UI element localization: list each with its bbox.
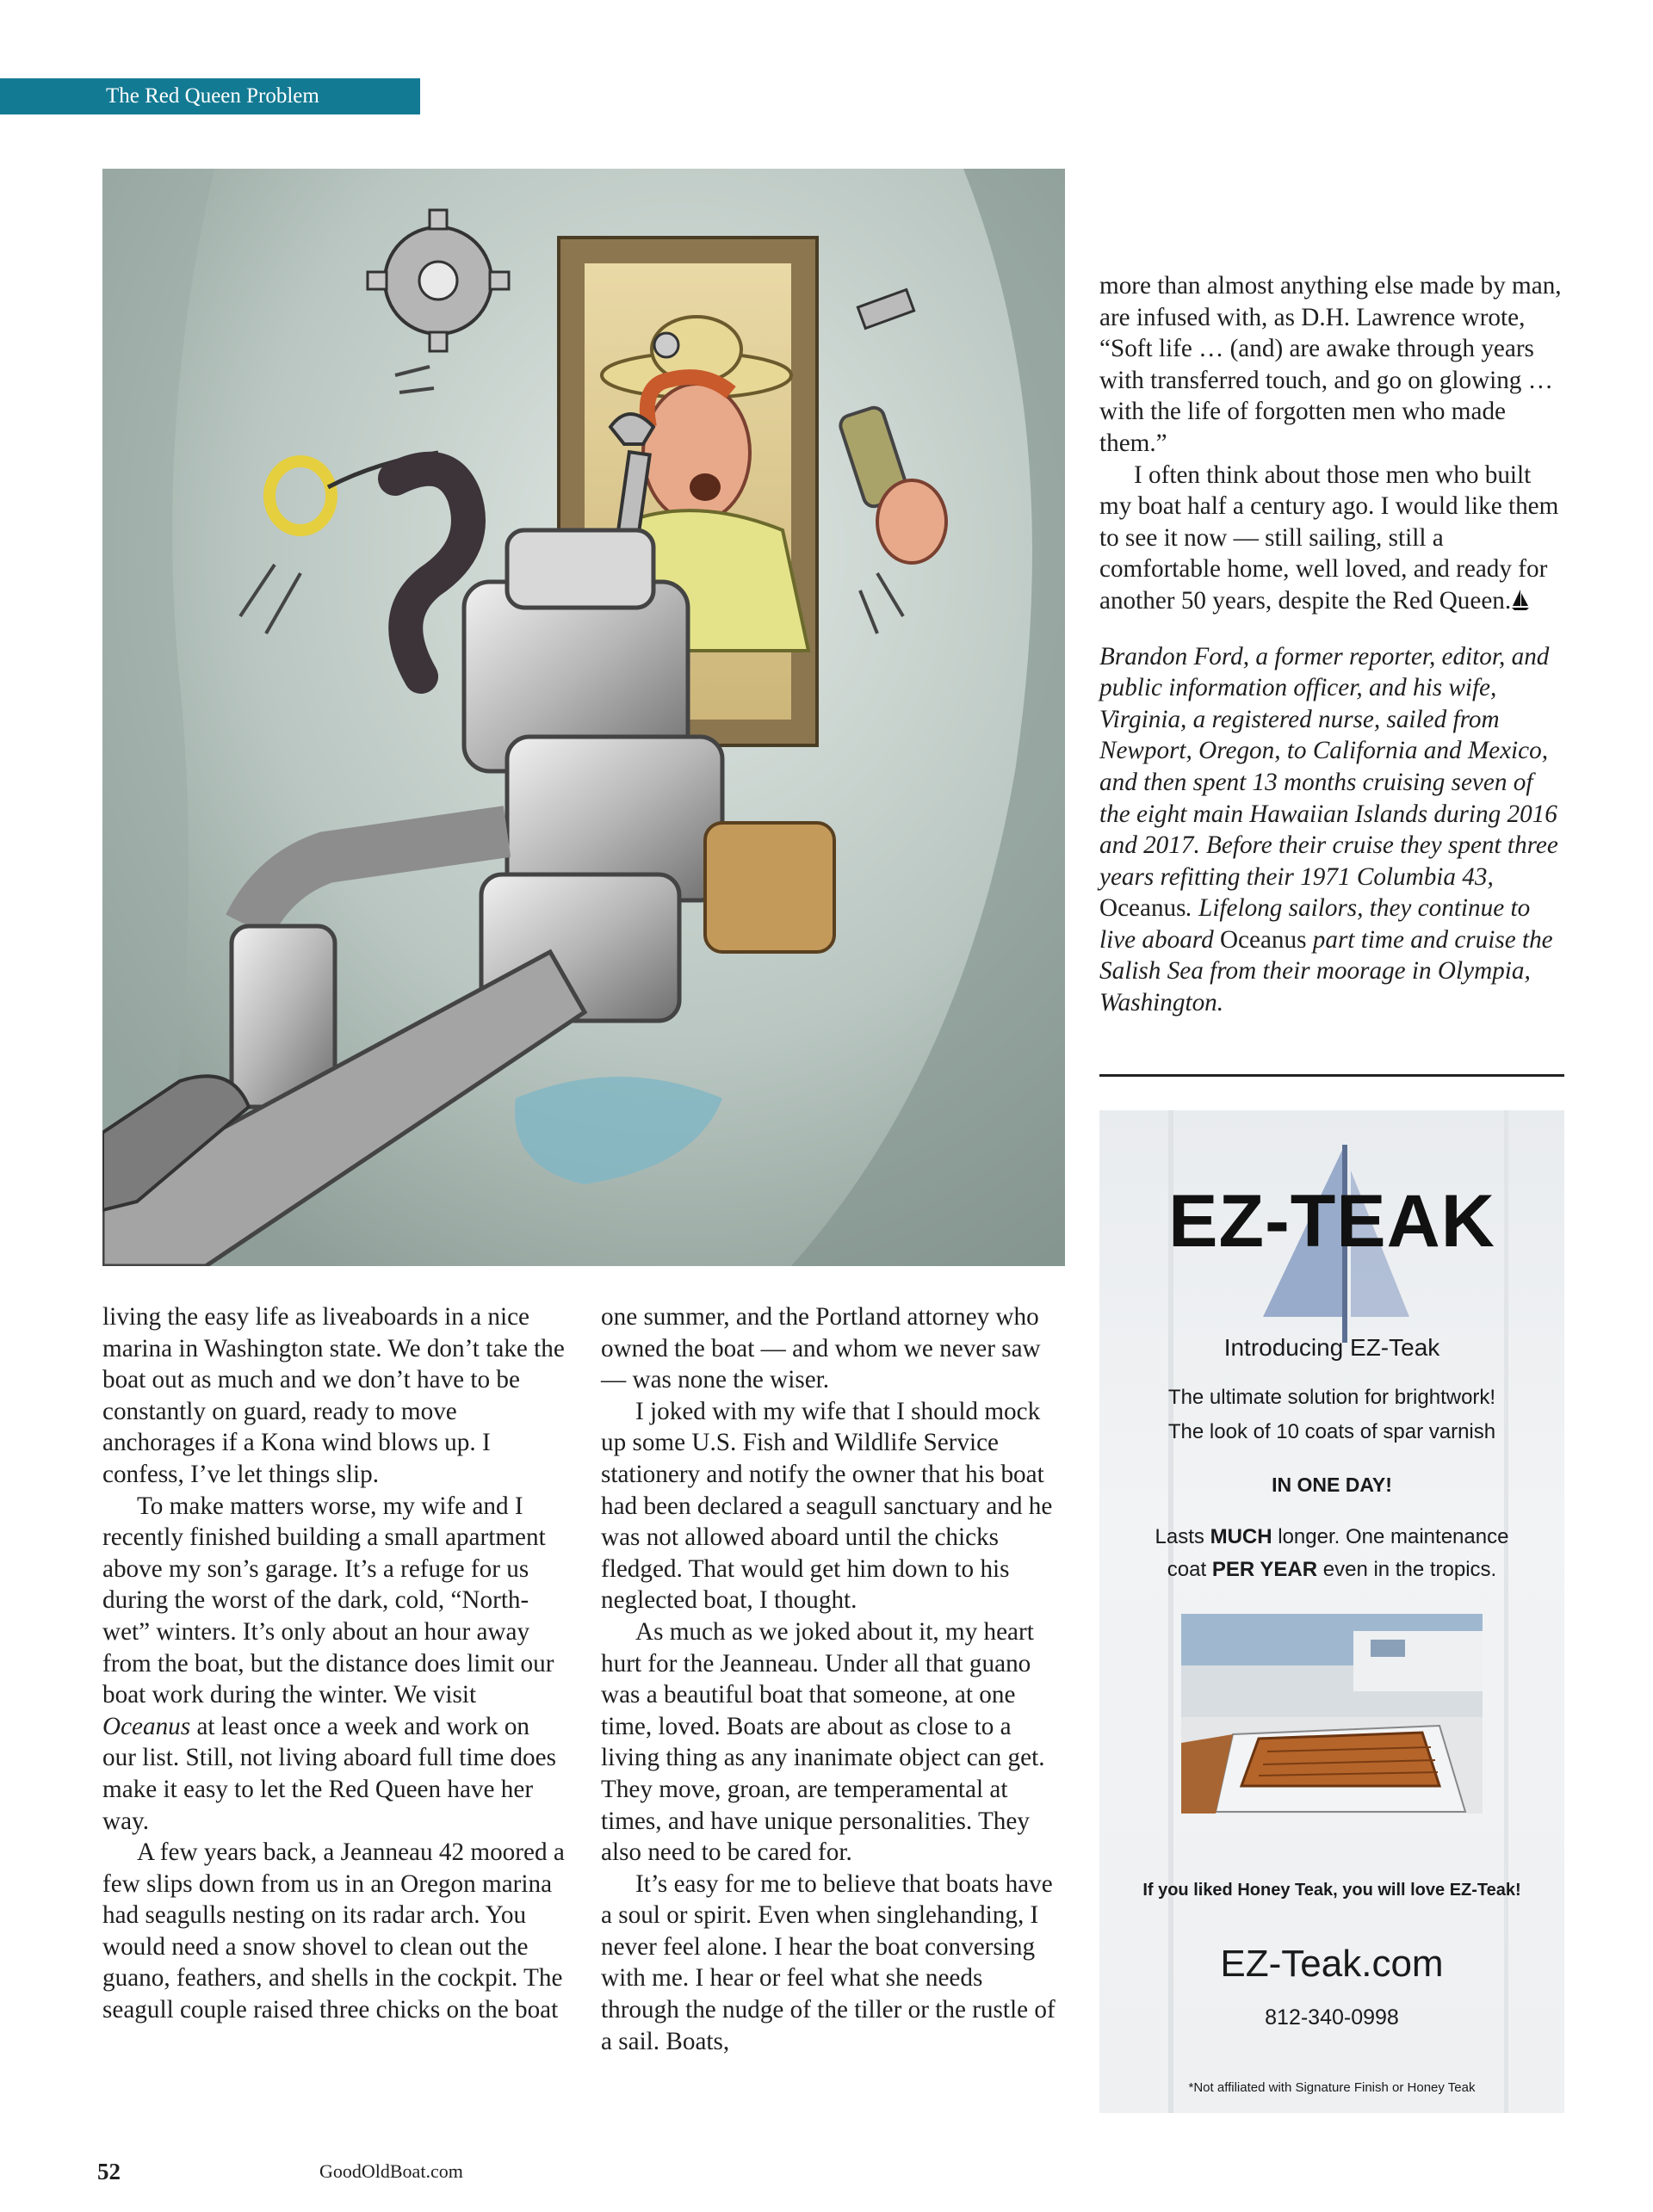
sailboat-end-mark-icon [1511, 589, 1530, 611]
teak-hatch-photo [1181, 1614, 1483, 1813]
ad-text-line [1099, 1558, 1564, 1582]
footer-site: GoodOldBoat.com [319, 2160, 463, 2182]
column-divider-rule [1099, 1074, 1564, 1077]
paragraph-text: To make matters worse, my wife and I recently finished building a small apartment above my son’s garage. It’s a refuge for us during the worst of the dark, cold, “North-wet” winters. It’s only about an hour away from the boat, but the distance does limit our boat work during the winter. We visit [102, 1492, 554, 1709]
section-header-bar [0, 78, 420, 114]
ad-text-bold: PER YEAR [1211, 1558, 1318, 1581]
ad-text-bold: MUCH [1210, 1525, 1272, 1548]
engine-room-illustration [102, 169, 1065, 1266]
ad-tagline: If you liked Honey Teak, you will love EZ-Teak! [1142, 1881, 1521, 1900]
ad-brand-logo: EZ-TEAK [1168, 1180, 1495, 1263]
author-bio [1099, 641, 1564, 1019]
boat-name: Oceanus [1219, 925, 1307, 954]
paragraph [102, 1491, 567, 1838]
paragraph: As much as we joked about it, my heart hurt for the Jeanneau. Under all that guano was a beautiful boat that someone, at one time, loved. Boats are about as close to a living thing as any inanimate object can get. They move, groan, are temperamental at times, and have unique personalities. They also need to be cared for. [601, 1617, 1045, 1867]
paragraph: It’s easy for me to believe that boats have a soul or spirit. Even when singlehanding, I never feel alone. I hear the boat conversing with me. I hear or feel what she needs through the nudge of the tiller or the rustle of a sail. Boats, [601, 1869, 1056, 2055]
paragraph: more than almost anything else made by man, are infused with, as D.H. Lawrence wrote, “Soft life … (and) are awake through years with transferred touch, and go on glowing … with the life of forgotten men who made them.” [1099, 272, 1562, 457]
ad-text-line: IN ONE DAY! [1272, 1474, 1392, 1496]
paragraph: one summer, and the Portland attorney who owned the boat — and whom we never saw — was none the wiser. [601, 1303, 1041, 1394]
ad-text-line: The look of 10 coats of spar varnish [1167, 1420, 1496, 1443]
paragraph: A few years back, a Jeanneau 42 moored a few slips down from us in an Oregon marina had seagulls nesting on its radar arch. You would need a snow shovel to clean out the guano, feathers, and shells in the cockpit. The seagull couple raised three chicks on the boat [102, 1838, 565, 2024]
paragraph-text: at least once a week and work on our list. Still, not living aboard full time does make it easy to let the Red Queen have her way. [102, 1712, 556, 1835]
ad-text: even in the tropics. [1317, 1558, 1497, 1581]
paragraph: I joked with my wife that I should mock up some U.S. Fish and Wildlife Service stationery and notify the owner that his boat had been declared a seagull sanctuary and he was not allowed aboard until the chicks fledged. That would get him down to his neglected boat, I thought. [601, 1397, 1053, 1615]
bio-text: part time and cruise the Salish Sea from their moorage in Olympia, Washington. [1099, 925, 1553, 1017]
paragraph-text: I often think about those men who built my boat half a century ago. I would like them to see it now — still sailing, still a comfortable home, well loved, and ready for another 50 years, despite the Red Queen. [1099, 460, 1559, 615]
ad-phone-number: 812-340-0998 [1265, 2005, 1399, 2030]
ad-text-line [1099, 1525, 1564, 1549]
ad-text: longer. One maintenance [1272, 1525, 1509, 1548]
bio-text: Brandon Ford, a former reporter, editor, and public information officer, and his wife, Virginia, a registered nurse, sailed from Newport, Oregon, to California and Mexico, and then spent 13 months cruising seven of the eight main Hawaiian Islands during 2016 and 2017. Before their cruise they spent three years refitting their 1971 Columbia 43, [1099, 642, 1558, 891]
ad-text-line: The ultimate solution for brightwork! [1167, 1386, 1496, 1409]
ad-text: Lasts [1155, 1525, 1210, 1548]
ad-text: coat [1167, 1558, 1212, 1581]
paragraph [1099, 460, 1564, 617]
page-number: 52 [97, 2159, 121, 2184]
paragraph: living the easy life as liveaboards in a nice marina in Washington state. We don’t take the boat out as much and we don’t have to be constantly on guard, ready to move anchorages if a Kona wind blows up. I confess, I’ve let things slip. [102, 1303, 565, 1488]
bio-text: . Lifelong sailors, they continue to live aboard [1099, 894, 1531, 954]
ad-website-link[interactable]: EZ-Teak.com [1220, 1943, 1444, 1985]
section-title: The Red Queen Problem [106, 84, 319, 108]
boat-name: Oceanus [1099, 894, 1186, 923]
ad-intro: Introducing EZ-Teak [1223, 1334, 1440, 1361]
ez-teak-advertisement[interactable] [1099, 1110, 1564, 2113]
ad-disclaimer: *Not affiliated with Signature Finish or Honey Teak [1188, 2080, 1476, 2095]
article-column-right [1099, 270, 1564, 1019]
article-column-middle [601, 1301, 1066, 2057]
boat-name: Oceanus [102, 1712, 191, 1740]
article-column-left [102, 1301, 567, 2026]
